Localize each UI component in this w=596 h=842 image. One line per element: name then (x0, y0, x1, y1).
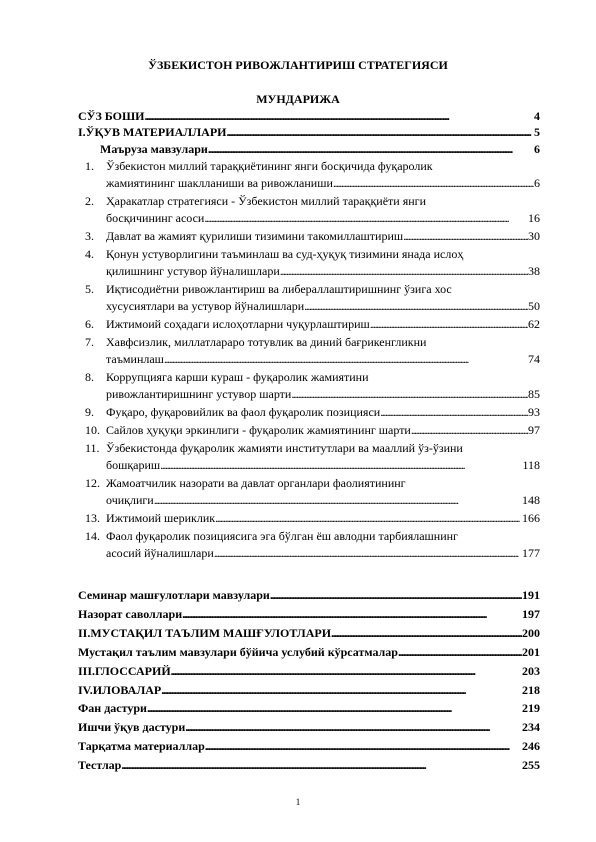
toc-item-number: 7. (85, 335, 94, 349)
toc-lecture-entry[interactable] (106, 510, 540, 526)
toc-entry[interactable] (78, 682, 540, 698)
dot-leader (333, 175, 534, 191)
dot-leader (403, 228, 528, 244)
toc-entry[interactable] (78, 644, 540, 660)
toc-item-number: 12. (85, 476, 100, 490)
toc-entry-text: Ижтимоий шериклик (106, 511, 216, 525)
toc-entry-text: Давлат ва жамият қурилиши тизимини такомиллаштириш (106, 229, 404, 243)
toc-lecture-line[interactable] (106, 246, 540, 262)
toc-lecture-entry[interactable] (106, 545, 540, 561)
toc-entry-text: таъминлаш (106, 352, 164, 366)
toc-item-number: 6. (85, 317, 94, 331)
toc-item-number: 3. (85, 229, 94, 243)
dot-leader (121, 757, 522, 773)
toc-item-number: 5. (85, 282, 94, 296)
toc-lecture-line[interactable] (106, 193, 540, 209)
toc-heading: МУНДАРИЖА (256, 92, 340, 106)
dot-leader (270, 587, 522, 603)
toc-lecture-entry[interactable] (106, 492, 540, 508)
toc-entry[interactable] (78, 663, 540, 679)
toc-lecture-entry[interactable] (106, 404, 540, 420)
toc-entry-text: Тарқатма материаллар (78, 739, 205, 753)
toc-entry-text: Мустақил таълим мавзулари бўйича услубий кўрсатмалар (78, 645, 398, 659)
toc-item-number: 14. (85, 529, 100, 543)
toc-entry-text: Фуқаро, фуқаровийлик ва фаол фуқаролик позицияси (106, 405, 381, 419)
dot-leader (280, 263, 528, 279)
dot-leader (370, 316, 528, 332)
toc-entry-text: IV.ИЛОВАЛАР (78, 683, 162, 697)
toc-entry-text: жамиятининг шаклланиши ва ривожланиши (106, 176, 333, 190)
dot-leader (380, 404, 528, 420)
toc-entry-text: Назорат саволлари (78, 607, 183, 621)
toc-item-number: 1. (85, 159, 94, 173)
toc-entry-text: босқичининг асоси (106, 211, 205, 225)
toc-lecture-line[interactable] (106, 440, 540, 456)
dot-leader (182, 606, 522, 622)
toc-entry-text: Хавфсизлик, миллатлараро тотувлик ва диний бағрикенгликни (106, 335, 427, 349)
toc-lecture-entry[interactable] (106, 422, 540, 438)
toc-entry[interactable] (78, 738, 540, 754)
toc-entry-text: Ижтимоий соҳадаги ислоҳотларни чуқурлаштириш (106, 317, 370, 331)
dot-leader (185, 719, 522, 735)
toc-page-number: 148 (522, 493, 540, 507)
toc-item-number: 8. (85, 370, 94, 384)
toc-entry-text: асосий йўналишлари (106, 546, 214, 560)
toc-entry-text: бошқариш (106, 458, 161, 472)
toc-page-number: 218 (522, 683, 540, 697)
toc-page-number: 74 (528, 352, 540, 366)
toc-lecture-entry[interactable] (106, 228, 540, 244)
toc-entry-text: қилишнинг устувор йўналишлари (106, 264, 280, 278)
toc-page-number: 200 (522, 626, 540, 640)
dot-leader (160, 457, 522, 473)
toc-entry-text: ривожлантиришнинг устувор шарти (106, 387, 292, 401)
toc-entry[interactable] (78, 625, 540, 641)
toc-lecture-line[interactable] (106, 475, 540, 491)
toc-entry-text: очиқлиги (106, 493, 154, 507)
toc-page-number: 166 (522, 511, 540, 525)
toc-lecture-entry[interactable] (106, 175, 540, 191)
toc-item-number: 9. (85, 405, 94, 419)
toc-page-number: 62 (528, 317, 540, 331)
toc-entry-text: Ишчи ўқув дастури (78, 720, 186, 734)
toc-entry-text: Ҳаракатлар стратегияси - Ўзбекистон миллий тараққиёти янги (106, 194, 426, 208)
toc-lecture-line[interactable] (106, 334, 540, 350)
toc-page-number: 93 (528, 405, 540, 419)
toc-lecture-entry[interactable] (106, 210, 540, 226)
dot-leader (215, 510, 522, 526)
toc-entry-text: Иқтисодиётни ривожлантириш ва либераллаштиришнинг ўзига хос (106, 282, 452, 296)
toc-lecture-line[interactable] (106, 158, 540, 174)
toc-page-number: 5 (534, 125, 540, 139)
toc-entry-text: Маъруза мавзулари (100, 142, 208, 156)
toc-page-number: 255 (522, 758, 540, 772)
toc-entry[interactable] (78, 606, 540, 622)
dot-leader (331, 625, 522, 641)
toc-lecture-entry[interactable] (106, 386, 540, 402)
toc-page-number: 50 (528, 299, 540, 313)
dot-leader (304, 298, 528, 314)
toc-entry-text: Жамоатчилик назорати ва давлат органлари фаолиятининг (106, 476, 406, 490)
toc-entry-text: Тестлар (78, 758, 122, 772)
toc-entry[interactable] (78, 124, 540, 140)
toc-page-number: 30 (528, 229, 540, 243)
toc-entry-text: СЎЗ БОШИ (78, 109, 145, 123)
toc-page-number: 246 (522, 739, 540, 753)
page-number: 1 (295, 797, 301, 807)
toc-lecture-line[interactable] (106, 528, 540, 544)
toc-page-number: 197 (522, 607, 540, 621)
toc-page-number: 191 (522, 588, 540, 602)
toc-lecture-line[interactable] (106, 281, 540, 297)
dot-leader (205, 738, 522, 754)
toc-entry-text: Ўзбекистонда фуқаролик жамияти институтлари ва мааллий ўз-ўзини (106, 441, 463, 455)
toc-entry-text: Сайлов ҳуқуқи эркинлиги - фуқаролик жамиятининг шарти (106, 423, 411, 437)
toc-page-number: 203 (522, 664, 540, 678)
toc-entry[interactable] (100, 141, 540, 157)
toc-page-number: 4 (534, 109, 540, 123)
toc-lecture-entry[interactable] (106, 263, 540, 279)
toc-entry-text: хусусиятлари ва устувор йўналишлари (106, 299, 305, 313)
dot-leader (214, 545, 522, 561)
toc-entry[interactable] (78, 700, 540, 716)
dot-leader (145, 108, 534, 124)
toc-entry[interactable] (78, 757, 540, 773)
toc-entry-text: Ўзбекистон миллий тараққиётининг янги босқичида фуқаролик (106, 159, 433, 173)
toc-page-number: 16 (528, 211, 540, 225)
document-title: ЎЗБЕКИСТОН РИВОЖЛАНТИРИШ СТРАТЕГИЯСИ (148, 58, 448, 72)
dot-leader (161, 682, 522, 698)
toc-page-number: 97 (528, 423, 540, 437)
toc-lecture-line[interactable] (106, 369, 540, 385)
dot-leader (226, 124, 534, 140)
dot-leader (204, 210, 528, 226)
toc-entry-text: Коррупцияга карши кураш - фуқаролик жамиятини (106, 370, 369, 384)
dot-leader (291, 386, 528, 402)
toc-item-number: 2. (85, 194, 94, 208)
toc-item-number: 11. (85, 441, 100, 455)
toc-page-number: 118 (522, 458, 540, 472)
toc-entry[interactable] (78, 108, 540, 124)
toc-lecture-entry[interactable] (106, 298, 540, 314)
toc-entry-text: III.ГЛОССАРИЙ (78, 664, 171, 678)
toc-page-number: 85 (528, 387, 540, 401)
toc-page-number: 6 (534, 176, 540, 190)
toc-item-number: 4. (85, 247, 94, 261)
toc-page-number: 38 (528, 264, 540, 278)
dot-leader (208, 141, 534, 157)
toc-entry-text: I.ЎҚУВ МАТЕРИАЛЛАРИ (78, 125, 227, 139)
dot-leader (147, 700, 522, 716)
toc-entry-text: Фаол фуқаролик позициясига эга бўлган ёш авлодни тарбиялашнинг (106, 529, 458, 543)
toc-entry-text: II.МУСТАҚИЛ ТАЪЛИМ МАШҒУЛОТЛАРИ (78, 626, 332, 640)
toc-entry[interactable] (78, 587, 540, 603)
toc-lecture-entry[interactable] (106, 316, 540, 332)
dot-leader (171, 663, 522, 679)
toc-page-number: 219 (522, 701, 540, 715)
toc-entry[interactable] (78, 719, 540, 735)
toc-page-number: 177 (522, 546, 540, 560)
toc-page-number: 201 (522, 645, 540, 659)
toc-page-number: 6 (534, 142, 540, 156)
toc-entry-text: Фан дастури (78, 701, 147, 715)
toc-entry-text: Семинар машғулотлари мавзулари (78, 588, 270, 602)
toc-item-number: 10. (85, 423, 100, 437)
dot-leader (398, 644, 522, 660)
toc-entry-text: Қонун устуворлигини таъминлаш ва суд-ҳуқуқ тизимини янада ислоҳ (106, 247, 464, 261)
toc-lecture-entry[interactable] (106, 351, 540, 367)
dot-leader (164, 351, 528, 367)
toc-page-number: 234 (522, 720, 540, 734)
toc-lecture-entry[interactable] (106, 457, 540, 473)
toc-item-number: 13. (85, 511, 100, 525)
dot-leader (411, 422, 528, 438)
dot-leader (154, 492, 522, 508)
